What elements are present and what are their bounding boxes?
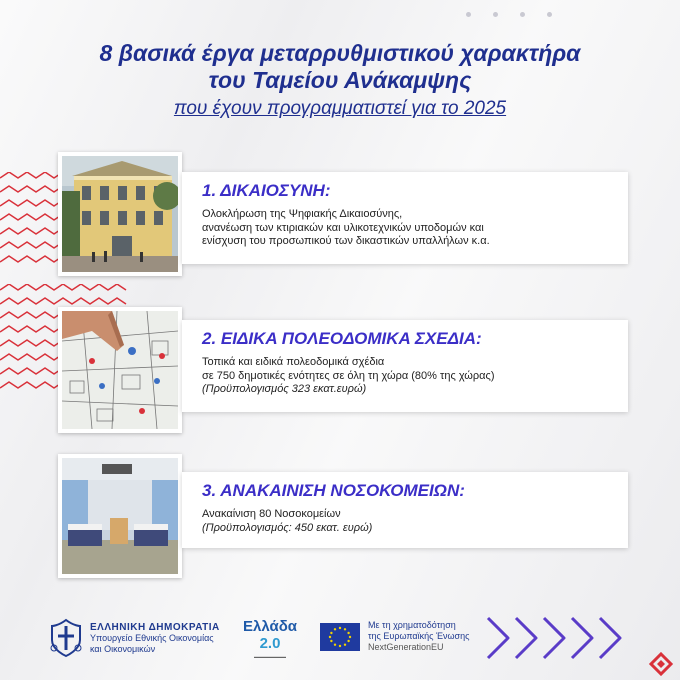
item-card-hospitals bbox=[182, 472, 628, 548]
ellada-logo bbox=[235, 618, 305, 659]
item-body: Ανακαίνιση 80 Νοσοκομείων (Προϋπολογισμός: 450 εκατ. ευρώ) bbox=[202, 508, 616, 535]
ministry-logo bbox=[48, 618, 220, 658]
eu-funding-logo bbox=[320, 620, 469, 653]
item-body: Τοπικά και ειδικά πολεοδομικά σχέδια σε 750 δημοτικές ενότητες σε όλη τη χώρα (80% της χώρας) (Προϋπολογισμός 323 εκατ.ευρώ) bbox=[202, 356, 616, 397]
budget-note: (Προϋπολογισμός 323 εκατ.ευρώ) bbox=[202, 383, 367, 395]
title-subtitle: που έχουν προγραμματιστεί για το 2025 bbox=[173, 98, 507, 119]
chevron-arrows-icon bbox=[484, 610, 624, 666]
title-line-1: 8 βασικά έργα μεταρρυθμιστικού χαρακτήρα bbox=[99, 40, 581, 66]
hospital-room-photo bbox=[58, 454, 182, 578]
ellada-word: Ελλάδα bbox=[242, 618, 298, 635]
ellada-number: 2.0 bbox=[259, 635, 281, 652]
gov-line-1: ΕΛΛΗΝΙΚΗ ΔΗΜΟΚΡΑΤΙΑ bbox=[90, 621, 220, 633]
eu-flag-icon bbox=[320, 623, 360, 651]
gov-line-2: Υπουργείο Εθνικής Οικονομίας bbox=[90, 632, 214, 643]
item-heading: 2. ΕΙΔΙΚΑ ΠΟΛΕΟΔΟΜΙΚΑ ΣΧΕΔΙΑ: bbox=[202, 329, 482, 348]
item-heading: 1. ΔΙΚΑΙΟΣΥΝΗ: bbox=[202, 181, 331, 200]
courthouse-photo bbox=[58, 152, 182, 276]
sharing-logo-icon bbox=[648, 652, 674, 676]
gov-line-3: και Οικονομικών bbox=[90, 643, 156, 654]
page-title bbox=[0, 40, 680, 122]
title-line-2: του Ταμείου Ανάκαμψης bbox=[208, 67, 472, 93]
eu-line-2: της Ευρωπαϊκής Ένωσης bbox=[368, 631, 470, 641]
budget-note: (Προϋπολογισμός: 450 εκατ. ευρώ) bbox=[202, 521, 373, 534]
item-card-urban-plans bbox=[182, 320, 628, 412]
eu-line-1: Με τη χρηματοδότηση bbox=[368, 620, 456, 630]
decorative-dots bbox=[466, 12, 552, 17]
eu-line-3: NextGenerationEU bbox=[368, 642, 444, 652]
item-card-justice bbox=[182, 172, 628, 264]
ellada-tagline: ▬▬▬▬▬▬▬▬ bbox=[254, 654, 286, 659]
footer-logos bbox=[0, 610, 680, 670]
item-heading: 3. ΑΝΑΚΑΙΝΙΣΗ ΝΟΣΟΚΟΜΕΙΩΝ: bbox=[202, 481, 465, 500]
item-body: Ολοκλήρωση της Ψηφιακής Δικαιοσύνης, ανανέωση των κτιριακών και υλικοτεχνικών υποδομών και ενίσχυση του προσωπικού των δικαστικών υπαλλήλων κ.α. bbox=[202, 208, 490, 247]
urban-plan-photo bbox=[58, 307, 182, 433]
greek-crest-icon bbox=[48, 618, 84, 658]
